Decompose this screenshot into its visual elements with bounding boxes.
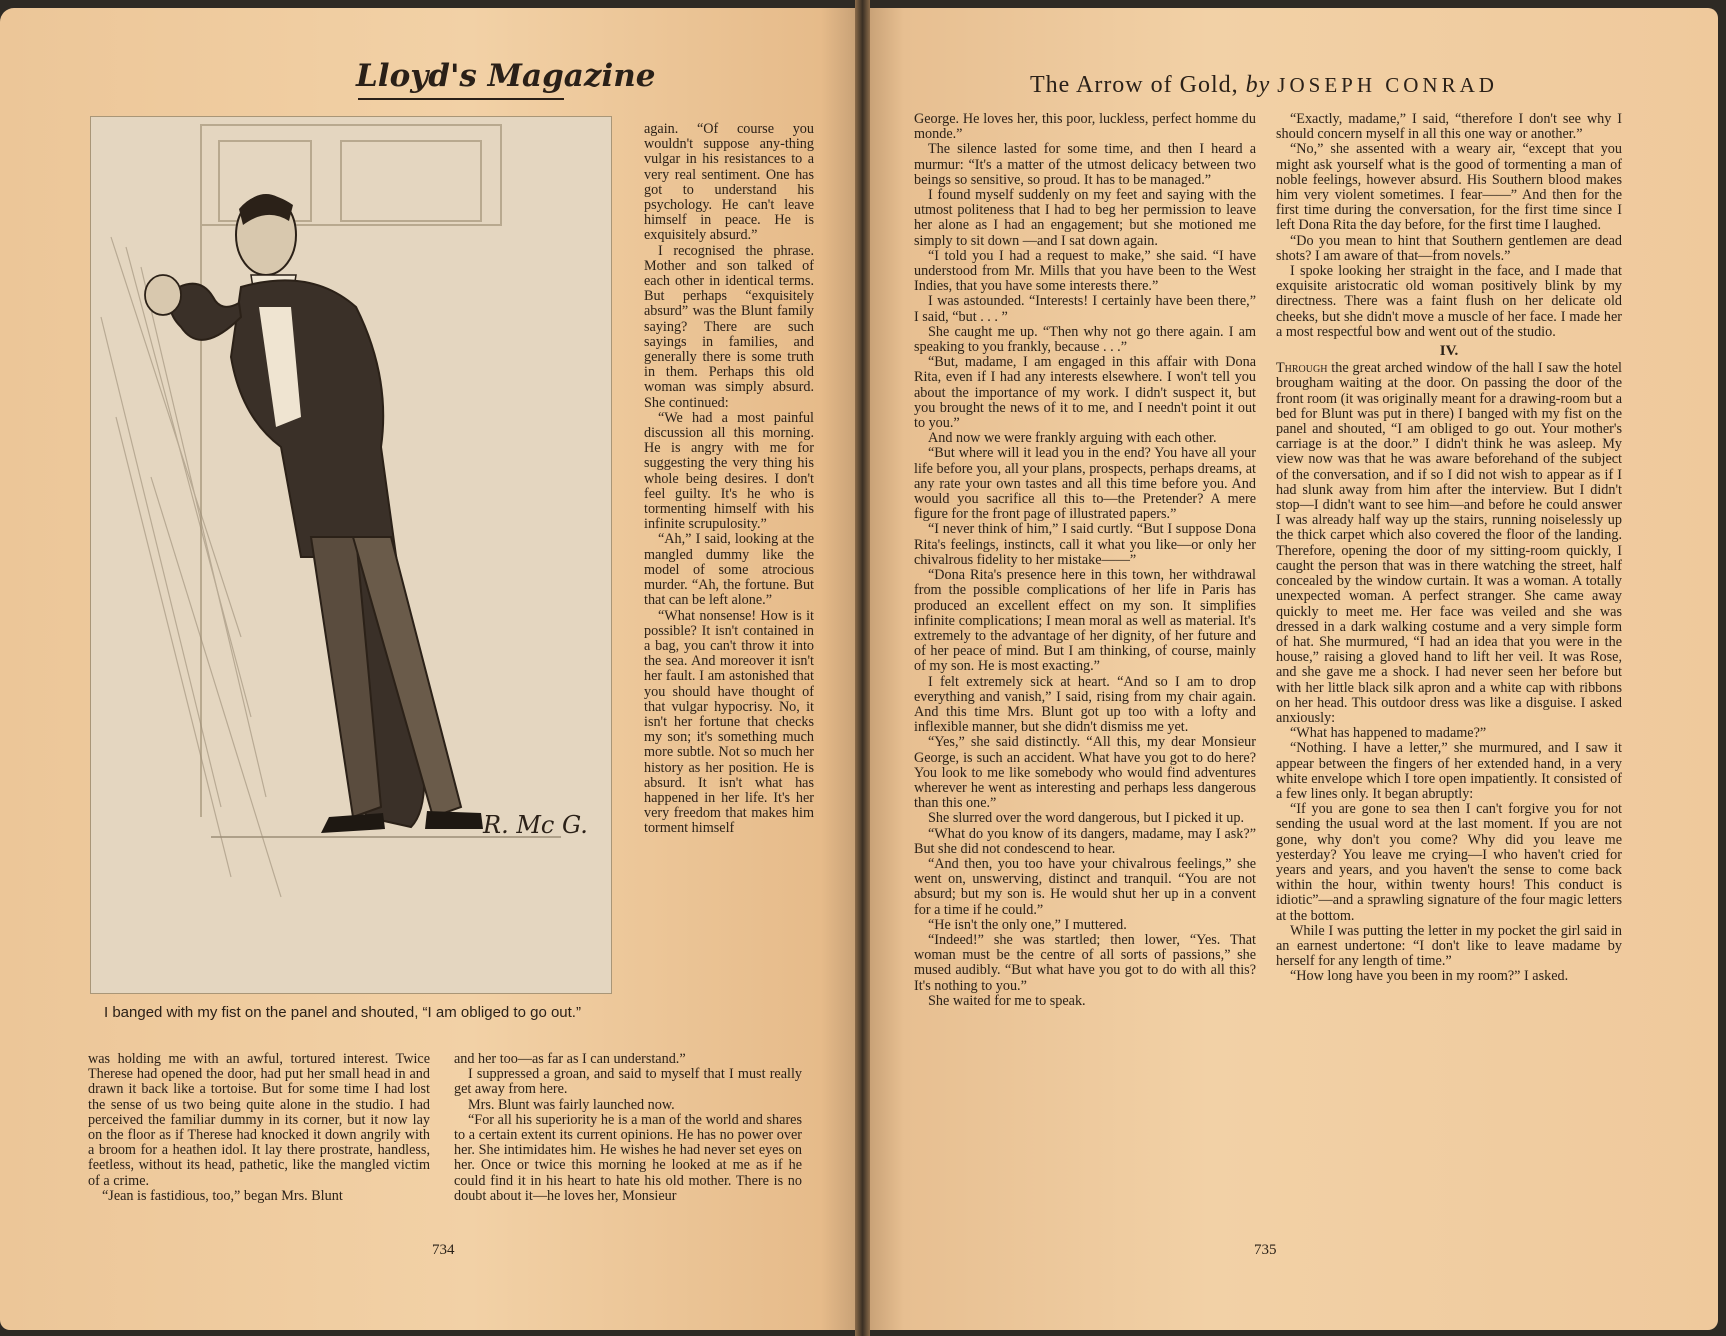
page-number-left: 734 — [432, 1242, 455, 1258]
paragraph: And now we were frankly arguing with each other. — [928, 430, 1217, 447]
left-page-bottom-left-column — [88, 1052, 430, 1204]
masthead-underline — [358, 98, 564, 100]
masthead: Lloyd's Magazine — [356, 58, 656, 94]
paragraph: “If you are gone to sea then I can't forgive you for not sending the usual word at the last moment. If you are not gone, why don't you come? Why did you leave me yesterday? You leave me crying—I who haven't cried for years and years, and you haven't the sense to come back within the hour, within twenty hours! This conduct is idiotic”—and a sprawling signature of the four magic letters at the bottom. — [1276, 801, 1622, 924]
paragraph: “But where will it lead you in the end? You have all your life before you, all your plans, prospects, perhaps dreams, at any rate your own tastes and all this time before you. And would you sacrifice all this to—the Pretender? A mere figure for the front page of illustrated papers.” — [914, 445, 1256, 523]
paragraph: She slurred over the word dangerous, but I picked it up. — [928, 810, 1244, 827]
paragraph: I spoke looking her straight in the face, and I made that exquisite aristocratic old woman positively blink by my directness. There was a faint flush on her delicate old cheeks, but she didn't move a muscle of her face. I made her a most respectful bow and went out of the studio. — [1276, 263, 1622, 340]
paragraph: “No,” she assented with a weary air, “except that you might ask yourself what is the good of tormenting a man of noble feelings, however absurd. His Southern blood makes him very violent sometimes. I fear——” And then for the first time during the conversation, for the first time since I left Dona Rita the day before, for the first time I laughed. — [1276, 141, 1622, 234]
paragraph: “And then, you too have your chivalrous feelings,” she went on, unswerving, distinct and tranquil. “You are not absurd; but my son is. He would shut her up in a convent for a time if he could.” — [914, 855, 1256, 918]
paragraph: I felt extremely sick at heart. “And so I am to drop everything and vanish,” I said, rising from my chair again. And this time Mrs. Blunt got up too with a lofty and inflexible manner, but she didn't dismiss me yet. — [914, 673, 1256, 736]
paragraph: “He isn't the only one,” I muttered. — [928, 916, 1127, 933]
paragraph: “Dona Rita's presence here in this town, her withdrawal from the possible complications of her life in Paris has produced an excellent effect on my son. It simplifies infinite complications; I mean moral as well as material. It's extremely to the advantage of her dignity, of her future and of her peace of mind. But I am thinking, of course, mainly of my son. He is most exacting.” — [914, 567, 1256, 675]
right-page — [870, 8, 1718, 1330]
illustration-caption: I banged with my fist on the panel and shouted, “I am obliged to go out.” — [104, 1004, 581, 1021]
left-page-bottom-right-column — [454, 1052, 802, 1204]
paragraph: “How long have you been in my room?” I asked. — [1290, 968, 1569, 985]
running-head — [1030, 72, 1498, 99]
paragraph: “I never think of him,” I said curtly. “But I suppose Dona Rita's feelings, instincts, call it what you like—or only her chivalrous fidelity to her mistake——” — [914, 521, 1256, 568]
paragraph: “Nothing. I have a letter,” she murmured, and I saw it appear between the fingers of her extended hand, in a very white envelope which I tore open impatiently. It consisted of a few lines only. It began abruptly: — [1276, 740, 1622, 802]
right-page-column-1 — [914, 112, 1256, 1009]
paragraph: “I told you I had a request to make,” she said. “I have understood from Mr. Mills that you have been to the West Indies, that you have some interests there.” — [914, 247, 1256, 295]
artist-signature: R. Mc G. — [483, 811, 588, 839]
left-page — [0, 8, 855, 1330]
paragraph: “What nonsense! How is it possible? It isn't contained in a bag, you can't throw it into the sea. And moreover it isn't her fault. I am astonished that you should have thought of that vulgar hypocrisy. No, it isn't her fortune that checks my son; it's something much more subtle. Not so much her history as her position. He is absurd. It isn't what has happened in her life. It's her very freedom that makes him torment himself — [644, 607, 814, 837]
paragraph: and her too—as far as I can understand.” — [454, 1051, 686, 1067]
paragraph: George. He loves her, this poor, luckless, perfect homme du monde.” — [914, 111, 1256, 143]
paragraph: “Yes,” she said distinctly. “All this, my dear Monsieur George, is such an accident. What have you got to do here? You look to me like somebody who would find adventures wherever he went as interesting and perhaps less dangerous than this one.” — [914, 734, 1256, 812]
paragraph: I found myself suddenly on my feet and saying with the utmost politeness that I had to beg her permission to leave her alone as I had an engagement; but she motioned me simply to sit down —and I sat down again. — [914, 187, 1256, 249]
running-head-author: JOSEPH CONRAD — [1277, 73, 1498, 97]
paragraph: Through the great arched window of the hall I saw the hotel brougham waiting at the door. On passing the door of the front room (it was originally meant for a drawing-room but a bed for Blunt was put in there) I banged with my fist on the panel and shouted, “I am obliged to go out. Your mother's carriage is at the door.” I didn't think he was asleep. My view now was that he was aware beforehand of the subject of the conversation, and if so I did not wish to appear as if I had slunk away from him after the interview. But I didn't stop—I didn't want to see him—and before he could answer I was already half way up the stairs, running noiselessly up the thick carpet which also covered the floor of the landing. Therefore, opening the door of my sitting-room quickly, I caught the person that was in there watching the street, half concealed by the window curtain. It was a woman. A totally unexpected woman. A perfect stranger. She came away quickly to meet me. Her face was veiled and she was dressed in a dark walking costume and a very simple form of hat. She murmured, “I had an idea that you were in the house,” raising a gloved hand to lift her veil. It was Rose, and she gave me a shock. I had never seen her before but with her little black silk apron and a white cap with ribbons on her head. This outdoor dress was like a disguise. I asked anxiously: — [1276, 360, 1622, 726]
running-head-title: The Arrow of Gold, — [1030, 72, 1239, 98]
paragraph: “Indeed!” she was startled; then lower, “Yes. That woman must be the centre of all sorts of passions,” she mused audibly. “But what have you got to do with all this? It's nothing to you.” — [914, 931, 1256, 994]
paragraph: The silence lasted for some time, and then I heard a murmur: “It's a matter of the utmost delicacy between two beings so sensitive, so proud. It has to be managed.” — [914, 141, 1256, 188]
illustration — [90, 116, 612, 994]
paragraph: again. “Of course you wouldn't suppose any-thing vulgar in his resistances to a very real sentiment. One has got to understand his psychology. He can't leave himself in peace. He is exquisitely absurd.” — [644, 121, 814, 244]
paragraph: “Do you mean to hint that Southern gentlemen are dead shots? I am aware of that—from novels.” — [1276, 232, 1622, 264]
book-gutter — [855, 0, 870, 1336]
paragraph: “Exactly, madame,” I said, “therefore I don't see why I should concern myself in all this one way or another.” — [1276, 111, 1622, 143]
page-number-right: 735 — [1254, 1242, 1277, 1258]
paragraph: She caught me up. “Then why not go there again. I am speaking to you frankly, because . . .” — [914, 323, 1256, 356]
paragraph: “For all his superiority he is a man of the world and shares to a certain extent its current opinions. He has no power over her. She intimidates him. He wishes he had never set eyes on her. Once or twice this morning he looked at me as if he could find it in his heart to hate his old mother. There is no doubt about it—he loves her, Monsieur — [454, 1111, 802, 1204]
paragraph: “We had a most painful discussion all this morning. He is angry with me for suggesting the very thing his whole being desires. I don't feel guilty. It's he who is tormenting himself with his infinite scrupulosity.” — [644, 409, 814, 533]
left-page-side-column — [644, 122, 814, 837]
running-head-by: by — [1245, 72, 1271, 98]
paragraph: I suppressed a groan, and said to myself that I must really get away from here. — [454, 1066, 802, 1098]
paragraph: I recognised the phrase. Mother and son talked of each other in identical terms. But perhaps “exquisitely absurd” was the Blunt family saying? There are such sayings in families, and generally there is some truth in them. Perhaps this old woman was simply absurd. She continued: — [644, 242, 814, 411]
paragraph: “But, madame, I am engaged in this affair with Dona Rita, even if I had any interests elsewhere. I won't tell you about the importance of my work. I didn't suspect it, but you brought the news of it to me, and I needn't point it out to you.” — [914, 354, 1256, 432]
paragraph: “What do you know of its dangers, madame, may I ask?” But she did not condescend to hear. — [914, 825, 1256, 857]
section-heading: IV. — [1439, 343, 1459, 360]
man-at-door-illustration — [91, 117, 611, 993]
paragraph: “What has happened to madame?” — [1290, 725, 1487, 742]
paragraph: was holding me with an awful, tortured interest. Twice Therese had opened the door, had put her small head in and drawn it back like a tortoise. But for some time I had lost the sense of us two being quite alone in the studio. I had perceived the familiar dummy in its corner, but it now lay on the floor as if Therese had knocked it down angrily with a broom for a heathen idol. It lay there prostrate, handless, feetless, without its head, pathetic, like the mangled victim of a crime. — [88, 1051, 430, 1189]
paragraph: Mrs. Blunt was fairly launched now. — [468, 1096, 675, 1113]
paragraph: She waited for me to speak. — [928, 992, 1086, 1009]
paragraph: I was astounded. “Interests! I certainly have been there,” I said, “but . . . ” — [914, 293, 1256, 325]
paragraph: While I was putting the letter in my pocket the girl said in an earnest undertone: “I don't like to leave madame by herself for any length of time.” — [1276, 922, 1622, 970]
right-page-column-2 — [1276, 112, 1622, 985]
paragraph: “Ah,” I said, looking at the mangled dummy like the model of some atrocious murder. “Ah, the fortune. But that can be left alone.” — [644, 531, 814, 609]
paragraph: “Jean is fastidious, too,” began Mrs. Blunt — [102, 1187, 343, 1204]
